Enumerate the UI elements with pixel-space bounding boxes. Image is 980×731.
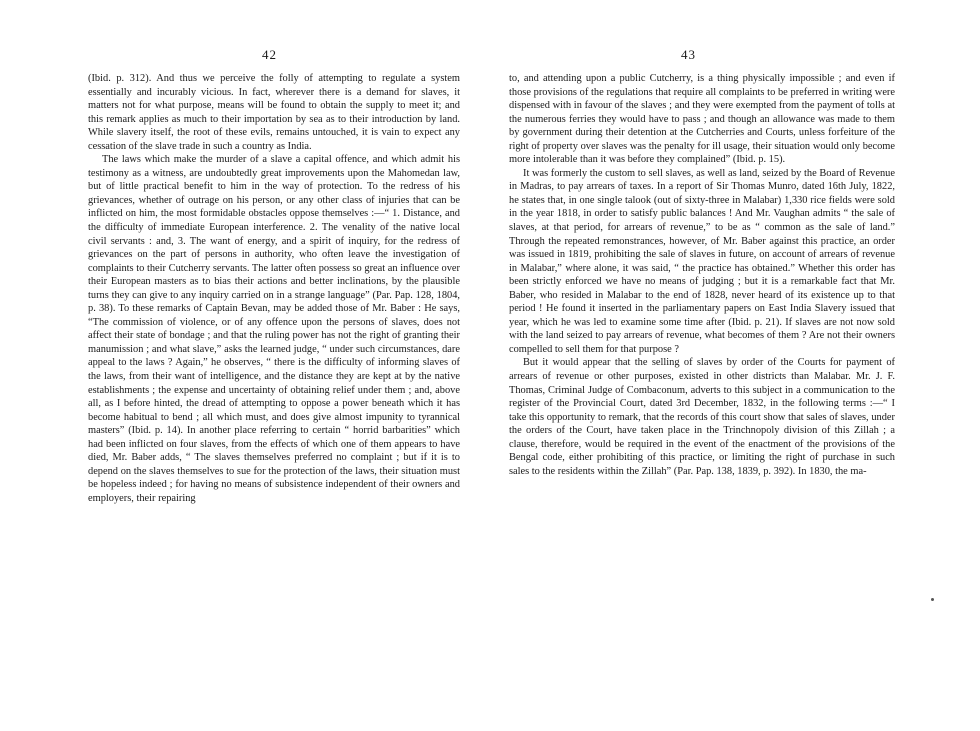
paragraph: The laws which make the murder of a slave a capital offence, and which admit his testimony as a witness, are undoubtedly great improvements upon the Mahomedan law, but of little practical benefit to him in the way of protection. To the redress of his grievances, whether of outrage on his person, or any other class of injuries that can be inflicted on him, the most formidable obstacles oppose themselves :—“ 1. Distance, and the difficulty of immediate European interference. 2. The venality of the native local civil servants : and, 3. The want of energy, and a spirit of inquiry, for the redress of grievances on the part of persons in authority, who often leave the investigation of complaints to their Cutcherry servants. The latter often possess so great an influence over their European masters as to bias their actions and better inclinations, by the plausible turns they can give to any inquiry carried on in a strange language” (Par. Pap. 128, 1804, p. 38). To these remarks of Captain Bevan, may be added those of Mr. Baber : He says, “The commission of violence, or of any offence upon the persons of slaves, does not affect their state of bondage ; and that the ruling power has not the right of granting their manumission ; and what slave,” asks the learned judge, “ under such circumstances, dare appeal to the laws ? Again,” he observes, “ there is the difficulty of informing slaves of the laws, from their want of intelligence, and the distance they are kept at by the native establishments ; the expense and uncertainty of obtaining relief under them ; and, above all, as I before hinted, the dread of attempting to oppose a power beneath which it has become habitual to bend ; all which must, and does give almost impunity to tyrannical masters” (Ibid. p. 14). In another place referring to certain “ horrid barbarities” which had been inflicted on four slaves, from the effects of which one of them appears to have died, Mr. Baber adds, “ The slaves themselves preferred no complaint ; but if it is to depend on the slaves themselves to sue for the protection of the laws, their situation must be hopeless indeed ; for having no means of subsistence independent of their owners and employers, their repairing [88,154,460,504]
paragraph: It was formerly the custom to sell slaves, as well as land, seized by the Board of Revenue in Madras, to pay arrears of taxes. In a report of Sir Thomas Munro, dated 16th July, 1822, he states that, in one single talook (out of sixty-three in Malabar) 1,330 rice fields were sold in the year 1818, in order to satisfy public balances ! And Mr. Vaughan admits “ the sale of slaves, at that period, for arrears of revenue,” to be as “ common as the sale of land.” Through the repeated remonstrances, however, of Mr. Baber against this practice, an order was issued in 1819, prohibiting the sale of slaves in future, on account of arrears of revenue in Malabar,” where alone, it was said, “ the practice has obtained.” Whether this order has been strictly enforced we have no means of judging ; but it is a remarkable fact that Mr. Baber, who resided in Malabar to the end of 1828, never heard of its existence up to that period ! He found it inserted in the parliamentary papers on East India Slavery issued that year, which he was led to examine some time after (Ibid. p. 21). If slaves are not now sold with the land seized to pay arrears of revenue, what becomes of them ? Are not their owners compelled to sell them for that purpose ? [509,167,895,355]
paragraph: to, and attending upon a public Cutcherry, is a thing physically impossible ; and even if those provisions of the regulations that require all complaints to be preferred in writing were dispensed with in favour of the slaves ; and they were exempted from the payment of tolls at the numerous ferries they would have to pass ; and though an allowance was made to them by government during their detention at the Cutcherries and Courts, unless forfeiture of the right of property over slaves was the penalty for ill usage, their situation would only become more intolerable than it was before they complained” (Ibid. p. 15). [509,73,895,166]
paragraph: But it would appear that the selling of slaves by order of the Courts for payment of arrears of revenue or other purposes, existed in other districts than Malabar. Mr. J. F. Thomas, Criminal Judge of Combaconum, adverts to this subject in a communication to the register of the Provincial Court, dated 3rd December, 1832, in the following terms :—“ I take this opportunity to remark, that the records of this court show that sales of slaves, under the orders of the Court, have taken place in the Trinchnopoly division of this Zillah ; a clause, therefore, would be required in the event of the enactment of the provisions of the Bengal code, either prohibiting of this practice, or limiting the right of purchase in such sales to the residents within the Zillah” (Par. Pap. 138, 1839, p. 392). In 1830, the ma- [509,357,895,477]
print-speck [931,598,934,601]
right-page-body [509,72,895,478]
left-page-body [88,72,460,506]
left-page-number: 42 [262,47,277,62]
right-page [490,0,980,731]
right-page-number: 43 [681,47,696,62]
paragraph: (Ibid. p. 312). And thus we perceive the folly of attempting to regulate a system essentially and incurably vicious. In fact, wherever there is a demand for slaves, it matters not for what purpose, means will be found to obtain the supply to meet it; and this remark applies as much to their importation by sea as to their introduction by land. While slavery itself, the root of these evils, remains untouched, it is vain to expect any cessation of the slave trade in such a country as India. [88,73,460,152]
